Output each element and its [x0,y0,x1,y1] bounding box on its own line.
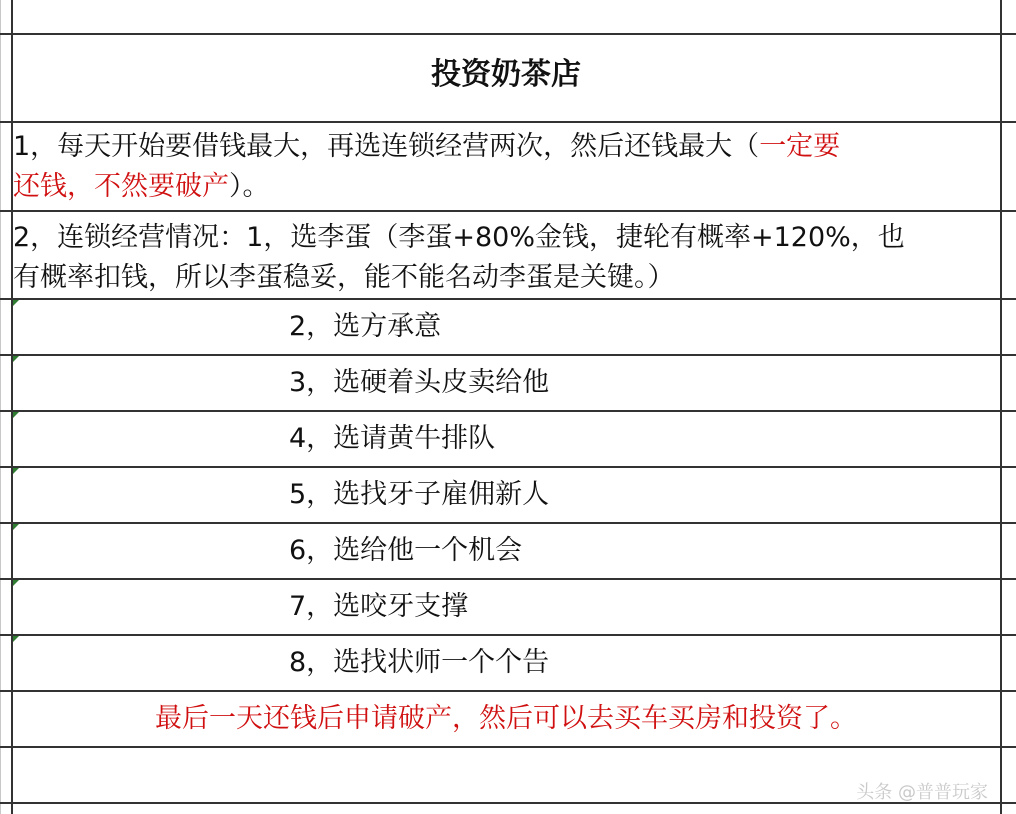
cell-marker [13,636,19,642]
step-item: 5，选找牙子雇佣新人 [289,479,550,510]
instruction-1-line-2 [13,168,999,206]
row-border [0,298,1016,300]
instruction-1-line-1 [13,128,999,166]
row-border [0,410,1016,412]
instruction-1-text-end: ）。 [229,171,270,202]
cell-marker [13,580,19,586]
row-border [0,33,1016,35]
instruction-2-line-1: 2，连锁经营情况：1，选李蛋（李蛋+80%金钱，捷轮有概率+120%，也 [13,222,905,253]
row-border [0,466,1016,468]
step-item: 4，选请黄牛排队 [289,423,496,454]
row-border [0,690,1016,692]
instruction-1-warning-cont: 还钱，不然要破产 [13,171,229,202]
step-item: 8，选找状师一个个告 [289,647,550,678]
instruction-1-text: 1，每天开始要借钱最大，再选连锁经营两次，然后还钱最大（ [13,131,760,162]
cell-marker [13,468,19,474]
step-item: 6，选给他一个机会 [289,535,523,566]
row-border [0,634,1016,636]
cell-marker [13,300,19,306]
row-border [0,354,1016,356]
instruction-1-warning: 一定要 [759,131,841,162]
row-border [0,746,1016,748]
row-border [0,578,1016,580]
sheet-title: 投资奶茶店 [431,57,581,92]
cell-marker [13,524,19,530]
instruction-2-line-2: 有概率扣钱，所以李蛋稳妥，能不能名动李蛋是关键。） [13,262,675,293]
final-note: 最后一天还钱后申请破产，然后可以去买车买房和投资了。 [155,703,857,734]
cell-marker [13,412,19,418]
step-item: 3，选硬着头皮卖给他 [289,367,550,398]
row-border [0,522,1016,524]
step-item: 7，选咬牙支撑 [289,591,469,622]
step-item: 2，选方承意 [289,311,442,342]
cell-marker [13,356,19,362]
row-border [0,121,1016,123]
row-border [0,210,1016,212]
watermark: 头条 @普普玩家 [856,782,988,803]
